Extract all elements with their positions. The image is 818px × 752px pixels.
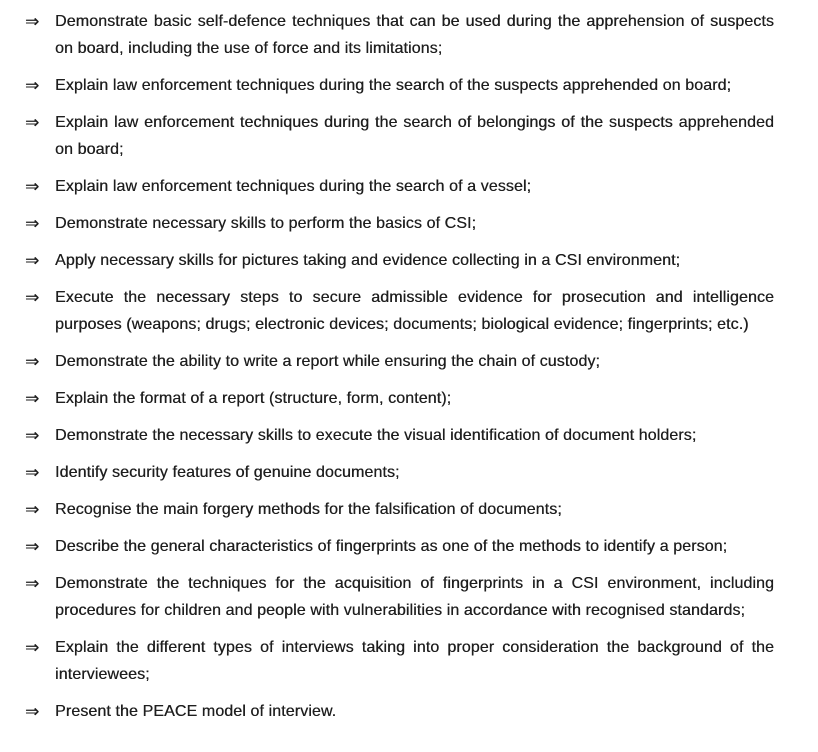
list-item-text: Identify security features of genuine documents; (55, 464, 400, 481)
double-arrow-bullet-icon: ⇒ (25, 113, 40, 132)
list-item-text: Describe the general characteristics of fingerprints as one of the methods to identify a person; (55, 538, 728, 555)
list-item (25, 534, 818, 560)
list-item-text: Recognise the main forgery methods for the falsification of documents; (55, 501, 562, 518)
list-item-text: Explain law enforcement techniques during the search of a vessel; (55, 178, 532, 195)
list-item (25, 571, 818, 624)
list-item (25, 285, 818, 338)
list-item-text: Demonstrate necessary skills to perform the basics of CSI; (55, 215, 477, 232)
double-arrow-bullet-icon: ⇒ (25, 76, 40, 95)
list-item (25, 211, 818, 237)
list-item-text: Demonstrate the techniques for the acquisition of fingerprints in a CSI environment, including procedures for children and people with vulnerabilities in accordance with recognised standards; (55, 575, 774, 619)
double-arrow-bullet-icon: ⇒ (25, 389, 40, 408)
list-item (25, 635, 818, 688)
list-item-text: Apply necessary skills for pictures taking and evidence collecting in a CSI environment; (55, 252, 681, 269)
list-item (25, 349, 818, 375)
double-arrow-bullet-icon: ⇒ (25, 12, 40, 31)
list-item (25, 497, 818, 523)
double-arrow-bullet-icon: ⇒ (25, 214, 40, 233)
double-arrow-bullet-icon: ⇒ (25, 426, 40, 445)
list-item-text: Demonstrate the ability to write a report while ensuring the chain of custody; (55, 353, 600, 370)
list-item (25, 9, 818, 62)
list-item (25, 460, 818, 486)
double-arrow-bullet-icon: ⇒ (25, 574, 40, 593)
double-arrow-bullet-icon: ⇒ (25, 288, 40, 307)
double-arrow-bullet-icon: ⇒ (25, 702, 40, 721)
list-item-text: Explain law enforcement techniques during the search of the suspects apprehended on board; (55, 77, 732, 94)
list-item (25, 174, 818, 200)
list-item-text: Explain law enforcement techniques during the search of belongings of the suspects apprehended on board; (55, 114, 774, 158)
double-arrow-bullet-icon: ⇒ (25, 352, 40, 371)
list-item-text: Explain the format of a report (structure, form, content); (55, 390, 452, 407)
list-item (25, 386, 818, 412)
list-item-text: Execute the necessary steps to secure admissible evidence for prosecution and intelligence purposes (weapons; drugs; electronic devices; documents; biological evidence; fingerprints; etc.) (55, 289, 774, 333)
list-item-text: Present the PEACE model of interview. (55, 703, 337, 720)
list-item-text: Demonstrate basic self-defence techniques that can be used during the apprehension of suspects on board, including the use of force and its limitations; (55, 13, 774, 57)
list-item-text: Demonstrate the necessary skills to execute the visual identification of document holders; (55, 427, 697, 444)
double-arrow-bullet-icon: ⇒ (25, 251, 40, 270)
list-item (25, 73, 818, 99)
list-item-text: Explain the different types of interviews taking into proper consideration the background of the interviewees; (55, 639, 774, 683)
double-arrow-bullet-icon: ⇒ (25, 463, 40, 482)
list-item (25, 110, 818, 163)
double-arrow-bullet-icon: ⇒ (25, 177, 40, 196)
double-arrow-bullet-icon: ⇒ (25, 638, 40, 657)
list-item (25, 699, 818, 725)
double-arrow-bullet-icon: ⇒ (25, 500, 40, 519)
list-item (25, 423, 818, 449)
list-item (25, 248, 818, 274)
double-arrow-bullet-icon: ⇒ (25, 537, 40, 556)
